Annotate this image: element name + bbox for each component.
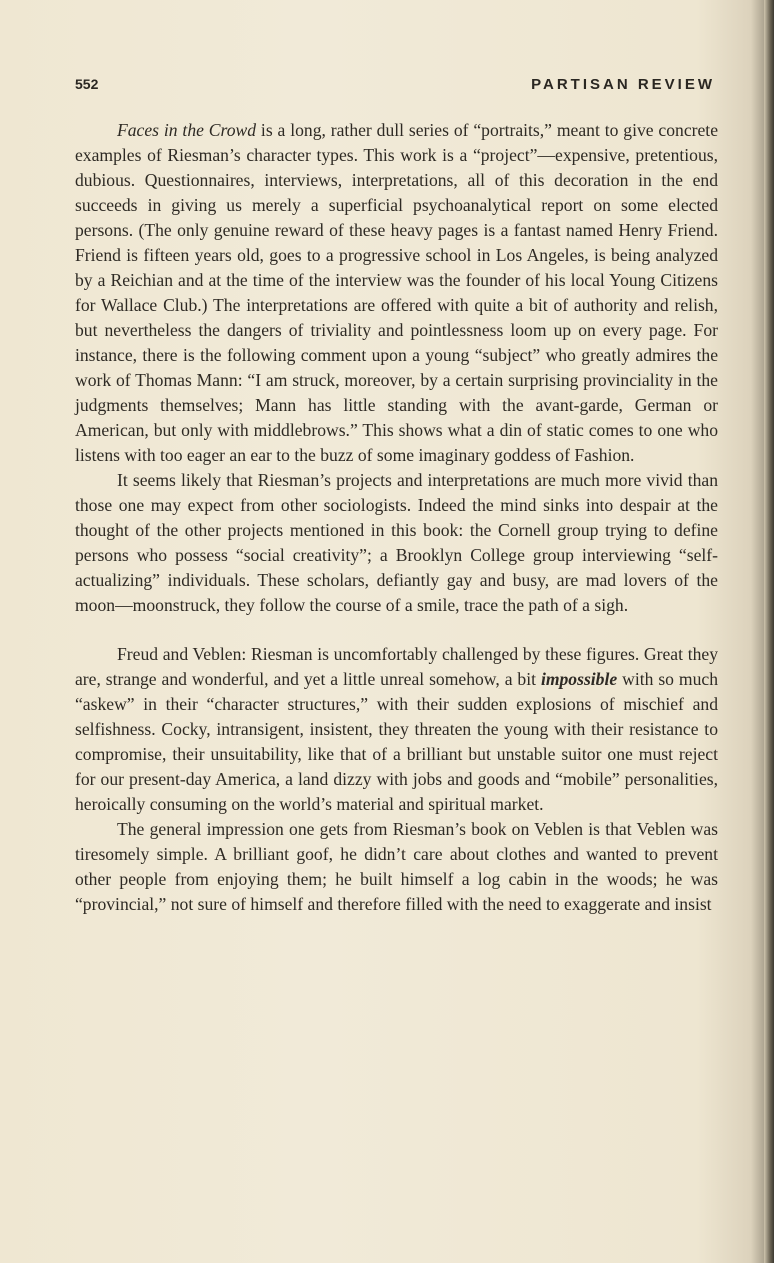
paragraph-3-text-end: with so much “askew” in their “character structures,” with their sudden explosions of mischief and selfishness. Cocky, intransigent, insistent, they threaten the young with their resistance to compromise, their unsuitability, like that of a brilliant but unstable suitor one must reject for our present-day America, a land dizzy with jobs and goods and “mobile” personalities, heroically consuming on the world’s material and spiritual market. — [75, 669, 718, 814]
emphasis-impossible: impossible — [540, 669, 618, 689]
page-binding-edge — [764, 0, 774, 1263]
paragraph-1-text: is a long, rather dull series of “portraits,” meant to give concrete examples of Riesman’s character types. This work is a “project”—expensive, pretentious, dubious. Questionnaires, interviews, interpretations, all of this decoration in the end succeeds in giving us merely a superficial psychoanalytical report on some elected persons. (The only genuine reward of these heavy pages is a fantast named Henry Friend. Friend is fifteen years old, goes to a progressive school in Los Angeles, is being analyzed by a Reichian and at the time of the interview was the founder of his local Young Citizens for Wallace Club.) The interpretations are offered with quite a bit of authority and relish, but nevertheless the dangers of triviality and pointlessness loom up on every page. For instance, there is the following comment upon a young “subject” who greatly admires the work of Thomas Mann: “I am struck, moreover, by a certain surprising provinciality in the judgments themselves; Mann has little standing with the avant-garde, German or American, but only with middlebrows.” This shows what a din of static comes to one who listens with too eager an ear to the buzz of some imaginary goddess of Fashion. — [75, 120, 719, 465]
body-text — [75, 118, 718, 917]
paragraph-3 — [75, 642, 718, 817]
paragraph-3-text-start: Freud and Veblen: Riesman is uncomfortably challenged by these figures. Great they are, strange and wonderful, and yet a little unreal somehow, a bit — [75, 644, 718, 689]
page-header — [75, 76, 715, 98]
book-title-faces-in-the-crowd: Faces in the Crowd — [117, 120, 257, 140]
paragraph-4: The general impression one gets from Riesman’s book on Veblen is that Veblen was tiresomely simple. A brilliant goof, he didn’t care about clothes and wanted to prevent other people from enjoying them; he built himself a log cabin in the woods; he was “provincial,” not sure of himself and therefore filled with the need to exaggerate and insist — [75, 819, 718, 914]
page-number: 552 — [75, 76, 99, 92]
running-head: PARTISAN REVIEW — [531, 76, 715, 93]
paragraph-2: It seems likely that Riesman’s projects and interpretations are much more vivid than those one may expect from other sociologists. Indeed the mind sinks into despair at the thought of the other projects mentioned in this book: the Cornell group trying to define persons who possess “social creativity”; a Brooklyn College group interviewing “self-actualizing” individuals. These scholars, defiantly gay and busy, are mad lovers of the moon—moonstruck, they follow the course of a smile, trace the path of a sigh. — [75, 470, 718, 615]
paragraph-1 — [75, 118, 718, 468]
